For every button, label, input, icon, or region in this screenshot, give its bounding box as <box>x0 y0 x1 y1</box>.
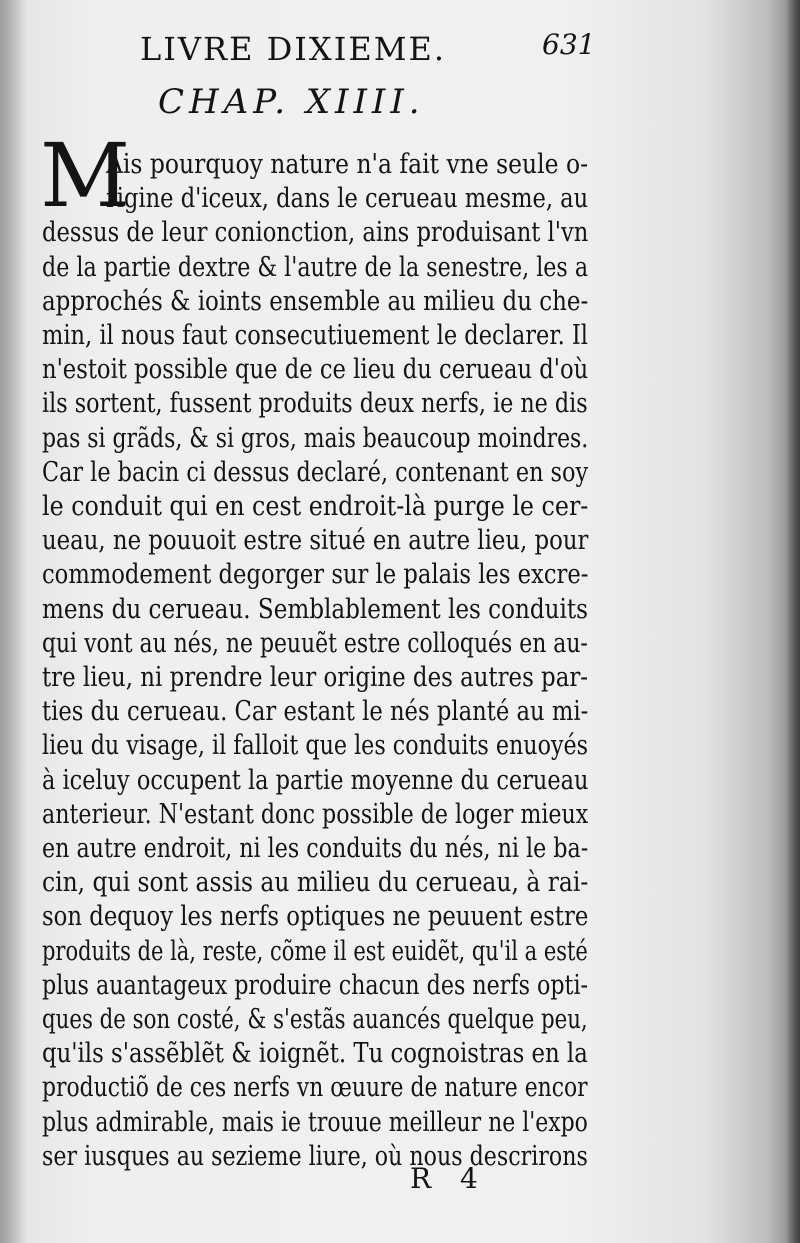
body-line: le conduit qui en cest endroit-là purge le cer- <box>42 491 589 522</box>
body-line: commodement degorger sur le palais les excre- <box>42 559 589 591</box>
body-line: ties du cerueau. Car estant le nés planté au mi- <box>42 696 589 728</box>
running-head-title: LIVRE DIXIEME. <box>140 30 446 68</box>
body-line: Car le bacin ci dessus declaré, contenant en soy <box>42 456 589 488</box>
drop-cap-initial: M <box>40 124 131 227</box>
page-number: 631 <box>542 28 596 61</box>
body-line: Ais pourquoy nature n'a fait vne seule o- <box>106 149 589 180</box>
body-line: lieu du visage, il falloit que les conduits enuoyés <box>42 730 589 762</box>
body-line: pas si grãds, & si gros, mais beaucoup moindres. <box>42 422 589 454</box>
body-line: anterieur. N'estant donc possible de loger mieux <box>42 798 589 830</box>
body-line: dessus de leur conionction, ains produisant l'vn <box>42 217 589 249</box>
body-line: n'estoit possible que de ce lieu du cerueau d'où <box>42 354 589 386</box>
body-line: en autre endroit, ni les conduits du nés, ni le ba- <box>42 833 589 864</box>
chapter-heading: CHAP. XIIII. <box>158 82 425 122</box>
body-line: rigine d'iceux, dans le cerueau mesme, au <box>106 183 589 215</box>
body-line: son dequoy les nerfs optiques ne peuuent estre <box>42 901 589 933</box>
body-line: qu'ils s'assẽblẽt & ioignẽt. Tu cognoistras en la <box>42 1038 588 1070</box>
body-line: qui vont au nés, ne peuuẽt estre colloqués en au- <box>42 627 588 659</box>
body-line: tre lieu, ni prendre leur origine des autres par- <box>42 662 588 693</box>
body-line: plus admirable, mais ie trouue meilleur ne l'expo <box>42 1106 588 1138</box>
body-line: min, il nous faut consecutiuement le declarer. Il <box>42 320 589 351</box>
body-line: à iceluy occupent la partie moyenne du cerueau <box>42 764 589 796</box>
body-line: cin, qui sont assis au milieu du cerueau, à rai- <box>42 867 589 899</box>
body-line: approchés & ioints ensemble au milieu du che- <box>42 285 589 317</box>
body-line: ueau, ne pouuoit estre situé en autre lieu, pour <box>42 525 589 557</box>
body-line: ques de son costé, & s'estãs auancés quelque peu, <box>42 1004 588 1035</box>
body-line: plus auantageux produire chacun des nerfs opti- <box>42 969 589 1001</box>
body-line: ser iusques au sezieme liure, où nous descrirons <box>42 1140 588 1172</box>
body-line: ils sortent, fussent produits deux nerfs, ie ne dis <box>42 388 588 420</box>
gutter-shadow <box>0 0 26 1243</box>
body-line: de la partie dextre & l'autre de la senestre, les a <box>42 251 589 283</box>
signature-mark: R 4 <box>410 1162 488 1195</box>
page-edge-shadow <box>786 0 800 1243</box>
body-line: produits de là, reste, cõme il est euidẽt, qu'il a esté <box>42 935 588 967</box>
body-line: mens du cerueau. Semblablement les conduits <box>42 593 588 625</box>
body-line: productiõ de ces nerfs vn œuure de nature encor <box>42 1072 588 1104</box>
